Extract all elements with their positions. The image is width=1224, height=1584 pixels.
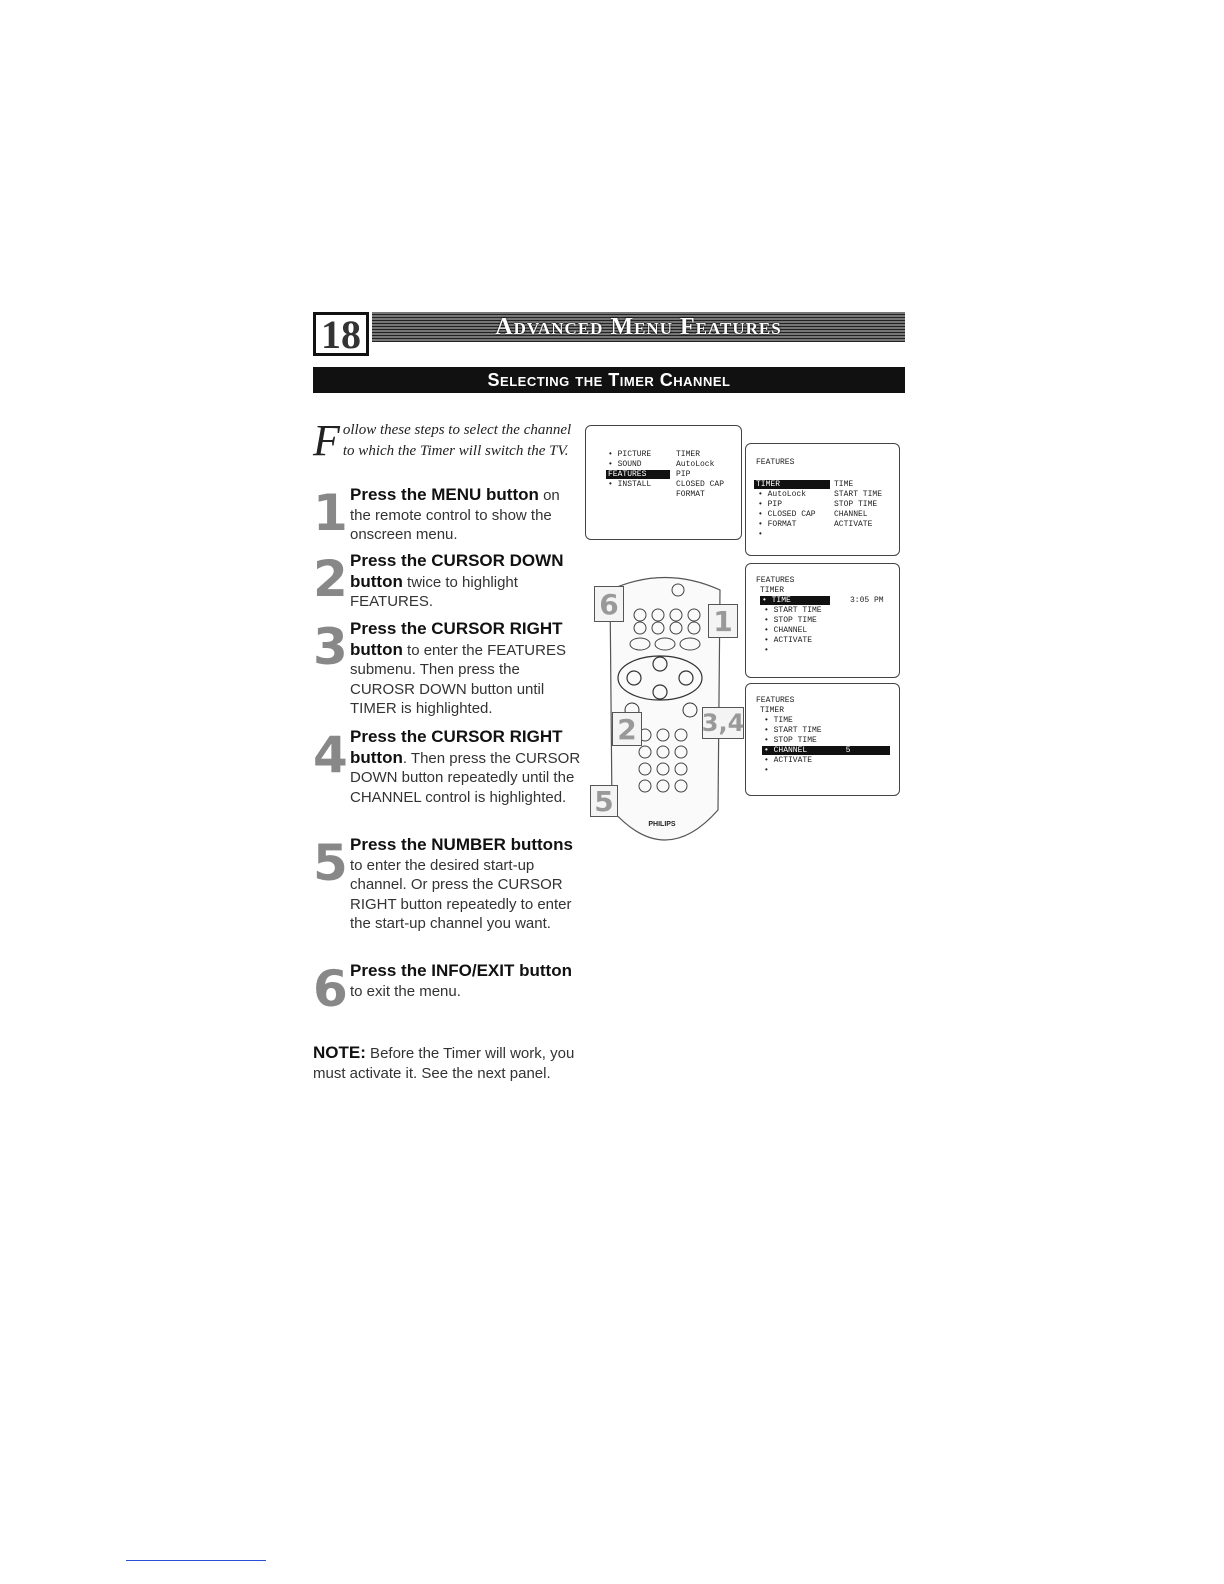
menu-subtitle: TIMER bbox=[760, 706, 785, 715]
step-number: 3 bbox=[313, 618, 348, 676]
remote-brand: PHILIPS bbox=[648, 821, 676, 828]
menu-item: • CHANNEL bbox=[764, 626, 808, 635]
callout-5: 5 bbox=[590, 785, 618, 817]
menu-item-label: • CHANNEL bbox=[764, 746, 808, 755]
menu-item: • bbox=[758, 530, 763, 539]
menu-item: • START TIME bbox=[764, 606, 822, 615]
step-description: twice to highlight FEATURES. bbox=[350, 573, 518, 610]
step-bold-label: Press the CURSOR DOWN button bbox=[350, 551, 564, 591]
page-number-box: 18 bbox=[313, 312, 369, 356]
menu-value: 3:05 PM bbox=[850, 596, 884, 605]
step-number: 6 bbox=[313, 960, 348, 1018]
step-number: 1 bbox=[313, 484, 348, 542]
step-2 bbox=[313, 551, 583, 612]
menu-item: • TIME bbox=[764, 716, 793, 725]
submenu-item: CHANNEL bbox=[834, 510, 868, 519]
step-3 bbox=[313, 619, 583, 719]
intro-paragraph bbox=[313, 416, 583, 465]
step-text bbox=[350, 727, 583, 807]
section-banner bbox=[372, 312, 905, 342]
menu-item: • STOP TIME bbox=[764, 736, 817, 745]
submenu-item: STOP TIME bbox=[834, 500, 878, 509]
menu-item-highlighted: TIMER bbox=[754, 480, 830, 489]
subtitle-bar bbox=[313, 367, 905, 393]
submenu-item: ACTIVATE bbox=[834, 520, 873, 529]
footer-rule bbox=[126, 1560, 266, 1561]
menu-item: • INSTALL bbox=[608, 480, 652, 489]
note-paragraph bbox=[313, 1043, 583, 1083]
tv-timer-time-menu bbox=[745, 563, 900, 678]
menu-item: • STOP TIME bbox=[764, 616, 817, 625]
menu-title: FEATURES bbox=[756, 576, 795, 585]
step-number: 4 bbox=[313, 726, 348, 784]
step-description: to enter the desired start-up channel. Or press the CURSOR RIGHT button repeatedly to enter the start-up channel you want. bbox=[350, 856, 572, 932]
submenu-item: TIME bbox=[834, 480, 854, 489]
submenu-item: CLOSED CAP bbox=[676, 480, 725, 489]
submenu-item: TIMER bbox=[676, 450, 701, 459]
submenu-item: FORMAT bbox=[676, 490, 705, 499]
menu-item: • bbox=[764, 766, 769, 775]
menu-subtitle: TIMER bbox=[760, 586, 785, 595]
tv-timer-channel-menu bbox=[745, 683, 900, 796]
step-bold-label: Press the INFO/EXIT button bbox=[350, 961, 572, 980]
tv-main-menu bbox=[585, 425, 742, 540]
menu-item: • PICTURE bbox=[608, 450, 652, 459]
step-number: 2 bbox=[313, 550, 348, 608]
step-bold-label: Press the MENU button bbox=[350, 485, 539, 504]
step-6 bbox=[313, 960, 583, 1018]
page-subtitle: Selecting the Timer Channel bbox=[487, 369, 731, 390]
drop-cap: F bbox=[313, 416, 340, 465]
menu-item-highlighted: • TIME bbox=[760, 596, 830, 605]
menu-value: 5 bbox=[845, 746, 851, 755]
step-4 bbox=[313, 727, 583, 807]
menu-item: • FORMAT bbox=[758, 520, 797, 529]
step-text bbox=[350, 961, 583, 1001]
step-description: to exit the menu. bbox=[350, 982, 461, 1000]
step-5 bbox=[313, 835, 583, 934]
menu-item: • AutoLock bbox=[758, 490, 807, 499]
submenu-item: PIP bbox=[676, 470, 691, 479]
menu-item: • PIP bbox=[758, 500, 783, 509]
step-number: 5 bbox=[313, 834, 348, 892]
intro-text: ollow these steps to select the channel to which the Timer will switch the TV. bbox=[342, 422, 572, 459]
submenu-item: AutoLock bbox=[676, 460, 715, 469]
menu-item: • ACTIVATE bbox=[764, 636, 813, 645]
step-bold-label: Press the CURSOR RIGHT button bbox=[350, 619, 563, 659]
step-1 bbox=[313, 485, 583, 545]
callout-2: 2 bbox=[612, 712, 642, 746]
callout-3-4: 3,4 bbox=[701, 709, 745, 737]
menu-title: FEATURES bbox=[756, 696, 795, 705]
step-text bbox=[350, 551, 583, 612]
menu-item: • SOUND bbox=[608, 460, 642, 469]
step-description: to enter the FEATURES submenu. Then press the CUROSR DOWN button until TIMER is highlighted. bbox=[350, 641, 566, 717]
section-title: Advanced Menu Features bbox=[495, 313, 782, 340]
menu-title: FEATURES bbox=[756, 458, 795, 467]
callout-6: 6 bbox=[594, 586, 624, 622]
note-label: NOTE: bbox=[313, 1043, 366, 1062]
note-text: Before the Timer will work, you must activate it. See the next panel. bbox=[313, 1045, 575, 1082]
callout-1: 1 bbox=[708, 604, 738, 638]
step-description: on the remote control to show the onscreen menu. bbox=[350, 487, 560, 543]
step-text bbox=[350, 835, 583, 934]
step-text bbox=[350, 485, 583, 545]
menu-item: • ACTIVATE bbox=[764, 756, 813, 765]
menu-item-highlighted bbox=[762, 746, 890, 755]
step-bold-label: Press the NUMBER buttons bbox=[350, 835, 573, 854]
menu-item: • bbox=[764, 646, 769, 655]
menu-item-highlighted: FEATURES bbox=[606, 470, 670, 479]
tv-features-menu bbox=[745, 443, 900, 556]
step-description: . Then press the CURSOR DOWN button repeatedly until the CHANNEL control is highlighted. bbox=[350, 749, 581, 806]
menu-item: • START TIME bbox=[764, 726, 822, 735]
submenu-item: START TIME bbox=[834, 490, 883, 499]
menu-item: • CLOSED CAP bbox=[758, 510, 816, 519]
step-bold-label: Press the CURSOR RIGHT button bbox=[350, 727, 563, 767]
step-text bbox=[350, 619, 583, 719]
